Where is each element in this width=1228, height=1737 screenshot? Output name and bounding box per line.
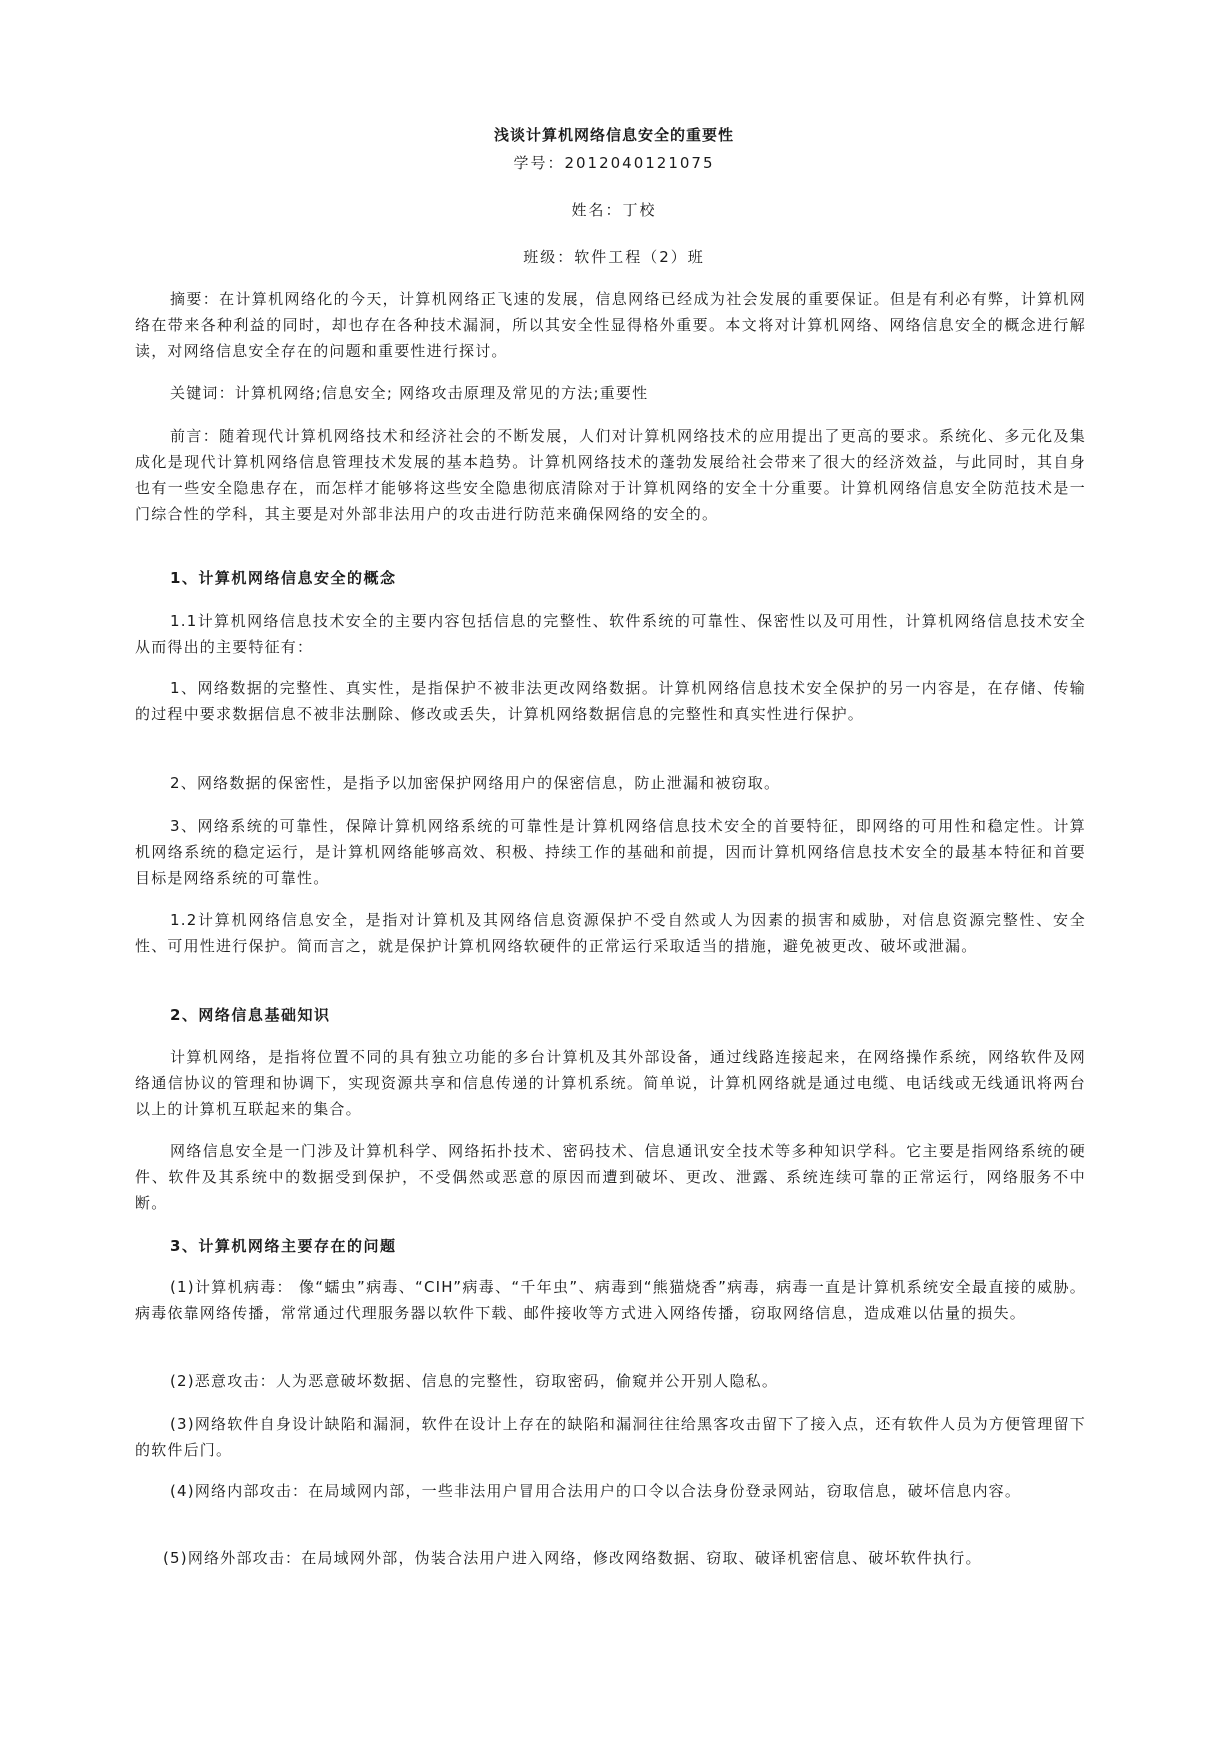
section-2-paragraph: 网络信息安全是一门涉及计算机科学、网络拓扑技术、密码技术、信息通讯安全技术等多种知识学科。它主要是指网络系统的硬件、软件及其系统中的数据受到保护，不受偶然或恶意的原因而遭到破坏、更改、泄露、系统连续可靠的正常运行，网络服务不中断。 <box>135 1142 1086 1212</box>
section-3-heading: 3、计算机网络主要存在的问题 <box>170 1237 397 1255</box>
section-3-paragraph: (3)网络软件自身设计缺陷和漏洞，软件在设计上存在的缺陷和漏洞往往给黑客攻击留下了接入点，还有软件人员为方便管理留下的软件后门。 <box>135 1415 1086 1459</box>
section-2-paragraph: 计算机网络，是指将位置不同的具有独立功能的多台计算机及其外部设备，通过线路连接起来，在网络操作系统，网络软件及网络通信协议的管理和协调下，实现资源共享和信息传递的计算机系统。简单说，计算机网络就是通过电缆、电话线或无线通讯将两台以上的计算机互联起来的集合。 <box>135 1048 1086 1118</box>
student-class: 班级：软件工程（2）班 <box>523 248 705 266</box>
section-3-paragraph: (1)计算机病毒： 像“蠕虫”病毒、“CIH”病毒、“千年虫”、病毒到“熊猫烧香”病毒，病毒一直是计算机系统安全最直接的威胁。病毒依靠网络传播，常常通过代理服务器以软件下载、邮件接收等方式进入网络传播，窃取网络信息，造成难以估量的损失。 <box>135 1278 1086 1322</box>
student-id: 学号：2012040121075 <box>513 154 715 172</box>
section-1-paragraph: 1、网络数据的完整性、真实性，是指保护不被非法更改网络数据。计算机网络信息技术安全保护的另一内容是，在存储、传输的过程中要求数据信息不被非法删除、修改或丢失，计算机网络数据信息的完整性和真实性进行保护。 <box>135 679 1086 723</box>
section-3-paragraph: (2)恶意攻击：人为恶意破坏数据、信息的完整性，窃取密码，偷窥并公开别人隐私。 <box>170 1372 779 1390</box>
section-3-paragraph: (5)网络外部攻击：在局域网外部，伪装合法用户进入网络，修改网络数据、窃取、破译机密信息、破坏软件执行。 <box>163 1549 982 1567</box>
section-3-paragraph: (4)网络内部攻击：在局域网内部，一些非法用户冒用合法用户的口令以合法身份登录网站，窃取信息，破坏信息内容。 <box>170 1482 1022 1500</box>
section-1-heading: 1、计算机网络信息安全的概念 <box>170 569 397 587</box>
section-1-paragraph: 1.1计算机网络信息技术安全的主要内容包括信息的完整性、软件系统的可靠性、保密性以及可用性，计算机网络信息技术安全从而得出的主要特征有： <box>135 612 1086 656</box>
section-2-heading: 2、网络信息基础知识 <box>170 1006 331 1024</box>
section-1-paragraph: 1.2计算机网络信息安全，是指对计算机及其网络信息资源保护不受自然或人为因素的损害和威胁，对信息资源完整性、安全性、可用性进行保护。简而言之，就是保护计算机网络软硬件的正常运行采取适当的措施，避免被更改、破坏或泄漏。 <box>135 911 1086 955</box>
keywords-paragraph: 关键词：计算机网络;信息安全; 网络攻击原理及常见的方法;重要性 <box>170 384 649 402</box>
section-1-paragraph: 2、网络数据的保密性，是指予以加密保护网络用户的保密信息，防止泄漏和被窃取。 <box>170 774 781 792</box>
section-1-paragraph: 3、网络系统的可靠性，保障计算机网络系统的可靠性是计算机网络信息技术安全的首要特征，即网络的可用性和稳定性。计算机网络系统的稳定运行，是计算机网络能够高效、积极、持续工作的基础和前提，因而计算机网络信息技术安全的最基本特征和首要目标是网络系统的可靠性。 <box>135 817 1086 887</box>
preface-paragraph: 前言：随着现代计算机网络技术和经济社会的不断发展，人们对计算机网络技术的应用提出了更高的要求。系统化、多元化及集成化是现代计算机网络信息管理技术发展的基本趋势。计算机网络技术的蓬勃发展给社会带来了很大的经济效益，与此同时，其自身也有一些安全隐患存在，而怎样才能够将这些安全隐患彻底清除对于计算机网络的安全十分重要。计算机网络信息安全防范技术是一门综合性的学科，其主要是对外部非法用户的攻击进行防范来确保网络的安全的。 <box>135 427 1086 523</box>
abstract-paragraph: 摘要：在计算机网络化的今天，计算机网络正飞速的发展，信息网络已经成为社会发展的重要保证。但是有利必有弊，计算机网络在带来各种利益的同时，却也存在各种技术漏洞，所以其安全性显得格外重要。本文将对计算机网络、网络信息安全的概念进行解读，对网络信息安全存在的问题和重要性进行探讨。 <box>135 290 1086 360</box>
document-title: 浅谈计算机网络信息安全的重要性 <box>493 126 734 144</box>
student-name: 姓名：丁校 <box>571 201 657 219</box>
